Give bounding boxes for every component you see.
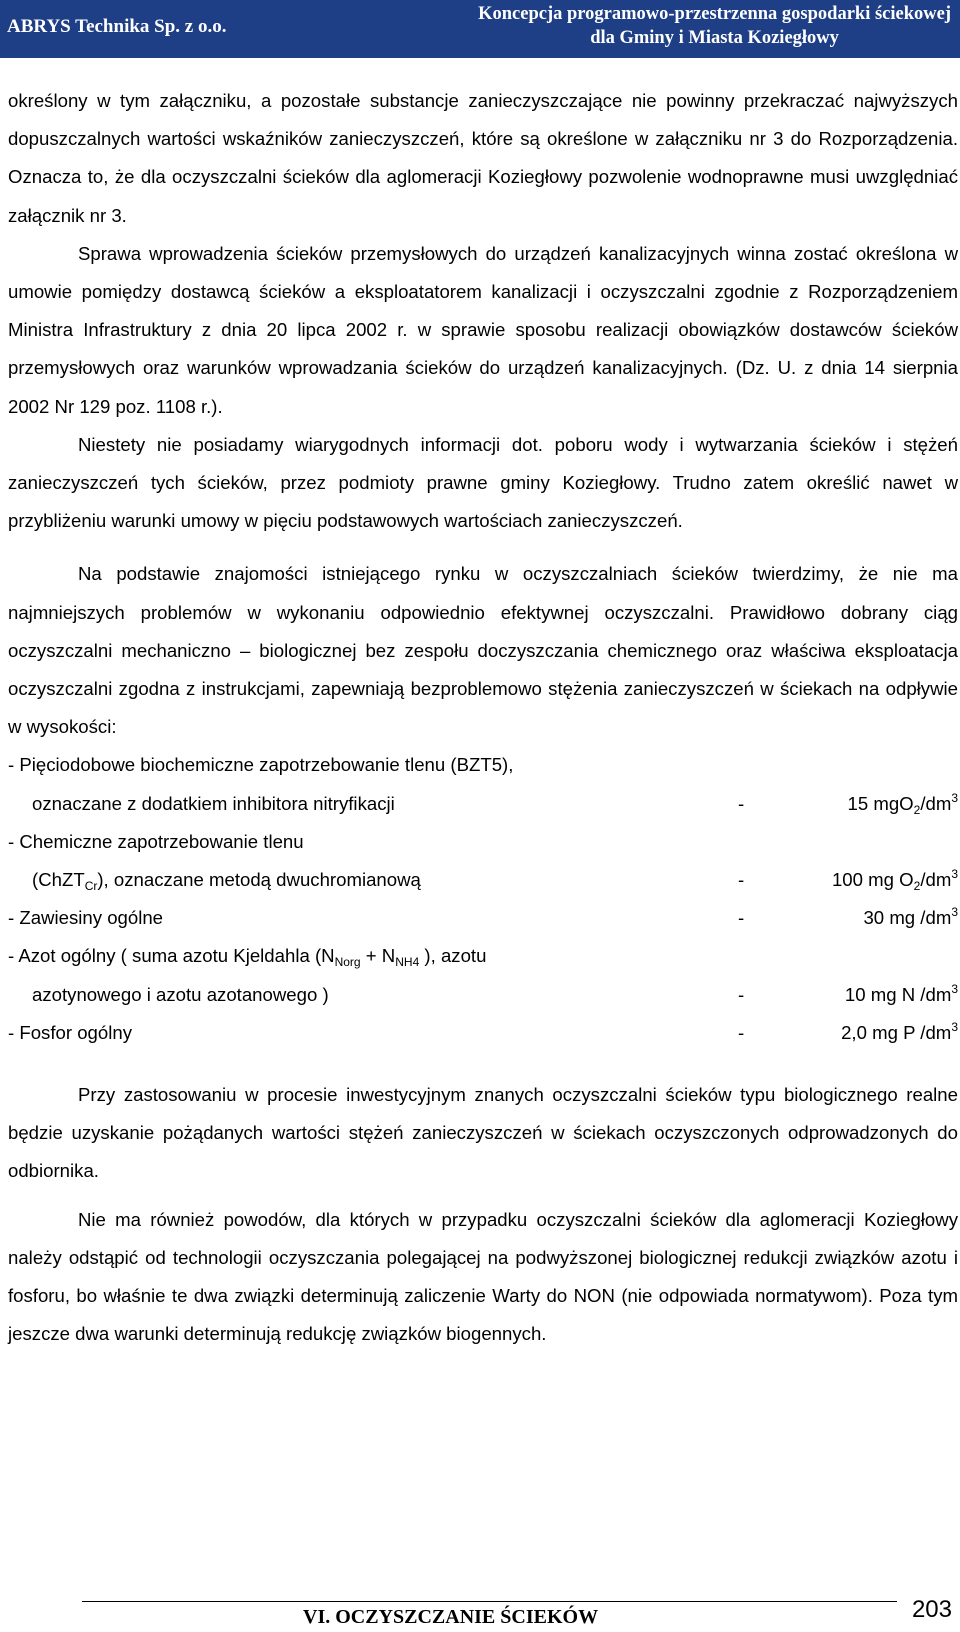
page-body (8, 82, 958, 1354)
document-title-line1: Koncepcja programowo-przestrzenna gospodarki ściekowej (478, 4, 951, 24)
company-name: ABRYS Technika Sp. z o.o. (7, 16, 227, 37)
paragraph: Nie ma również powodów, dla których w przypadku oczyszczalni ścieków dla aglomeracji Koziegłowy należy odstąpić od technologii oczyszczania polegającej na podwyższonej biologicznej redukcji związków azotu i fosforu, bo właśnie te dwa związki determinują zaliczenie Warty do NON (nie odpowiada normatywom). Poza tym jeszcze dwa warunki determinują redukcję związków biogennych. (8, 1208, 958, 1345)
parameter-bzt5: oznaczane z dodatkiem inhibitora nitryfikacji - 15 $mgO_2/dm^3$ (8, 785, 958, 823)
parameter-azot-header: - Azot ogólny ( suma azotu Kjeldahla ($N_{Norg} + N_{NH4}$ ), azotu (8, 945, 487, 970)
chapter-title: VI. OCZYSZCZANIE ŚCIEKÓW (303, 1606, 599, 1628)
page-header (0, 0, 960, 58)
page-number: 203 (911, 1596, 952, 1623)
paragraph: Na podstawie znajomości istniejącego rynku w oczyszczalniach ścieków twierdzimy, że nie ma najmniejszych problemów w wykonaniu odpowiednio efektywnej oczyszczalni. Prawidłowo dobrany ciąg oczyszczalni mechaniczno – biologicznej bez zespołu doczyszczania chemicznego oraz właściwa eksploatacja oczyszczalni zgodna z instrukcjami, zapewniają bezproblemowo stężenia zanieczyszczeń w ściekach na odpływie w wysokości: (8, 563, 958, 738)
parameter-list (8, 746, 958, 1052)
paragraph: określony w tym załączniku, a pozostałe substancje zanieczyszczające nie powinny przekraczać najwyższych dopuszczalnych wartości wskaźników zanieczyszczeń, które są określone w załączniku nr 3 do Rozporządzenia. Oznacza to, że dla oczyszczalni ścieków dla aglomeracji Koziegłowy pozwolenie wodnoprawne musi uwzględniać załącznik nr 3. (8, 90, 958, 226)
parameter-value: 10 mg N $/dm^3$ (844, 981, 958, 1005)
paragraph: Przy zastosowaniu w procesie inwestycyjnym znanych oczyszczalni ścieków typu biologicznego realne będzie uzyskanie pożądanych wartości stężeń zanieczyszczeń w ściekach oczyszczonych odprowadzonych do odbiornika. (8, 1084, 958, 1182)
document-title (478, 2, 951, 50)
parameter-chzt-header: - Chemiczne zapotrzebowanie tlenu (8, 830, 304, 852)
parameter-bzt5-header: - Pięciodobowe biochemiczne zapotrzebowanie tlenu (BZT5), (8, 754, 514, 776)
parameter-value: 15 $mgO_2/dm^3$ (847, 790, 958, 817)
parameter-value: 30 mg $/dm^3$ (863, 905, 958, 929)
paragraph: Niestety nie posiadamy wiarygodnych informacji dot. poboru wody i wytwarzania ścieków i stężeń zanieczyszczeń tych ścieków, przez podmioty prawne gminy Koziegłowy. Trudno zatem określić nawet w przybliżeniu warunki umowy w pięciu podstawowych wartościach zanieczyszczeń. (8, 433, 958, 532)
parameter-zawiesiny: - Zawiesiny ogólne - 30 mg $/dm^3$ (8, 899, 958, 937)
footer-divider (82, 1601, 897, 1602)
parameter-value: 2,0 mg P $/dm^3$ (841, 1019, 958, 1043)
parameter-chzt: (ChZT$_{Cr}$), oznaczane metodą dwuchromianową - 100 mg $O_2/dm^3$ (8, 861, 958, 899)
paragraph: Sprawa wprowadzenia ścieków przemysłowych do urządzeń kanalizacyjnych winna zostać określona w umowie pomiędzy dostawcą ścieków a eksploatatorem kanalizacji i oczyszczalni zgodnie z Rozporządzeniem Ministra Infrastruktury z dnia 20 lipca 2002 r. w sprawie sposobu realizacji obowiązków dostawców ścieków przemysłowych oraz warunków wprowadzania ścieków do urządzeń kanalizacyjnych. (Dz. U. z dnia 14 sierpnia 2002 Nr 129 poz. 1108 r.). (8, 242, 958, 417)
document-title-line2: dla Gminy i Miasta Koziegłowy (590, 28, 839, 48)
parameter-fosfor: - Fosfor ogólny - 2,0 mg P $/dm^3$ (8, 1014, 958, 1052)
parameter-value: 100 mg $O_2/dm^3$ (831, 867, 958, 894)
parameter-azot: azotynowego i azotu azotanowego ) - 10 mg N $/dm^3$ (8, 976, 958, 1014)
